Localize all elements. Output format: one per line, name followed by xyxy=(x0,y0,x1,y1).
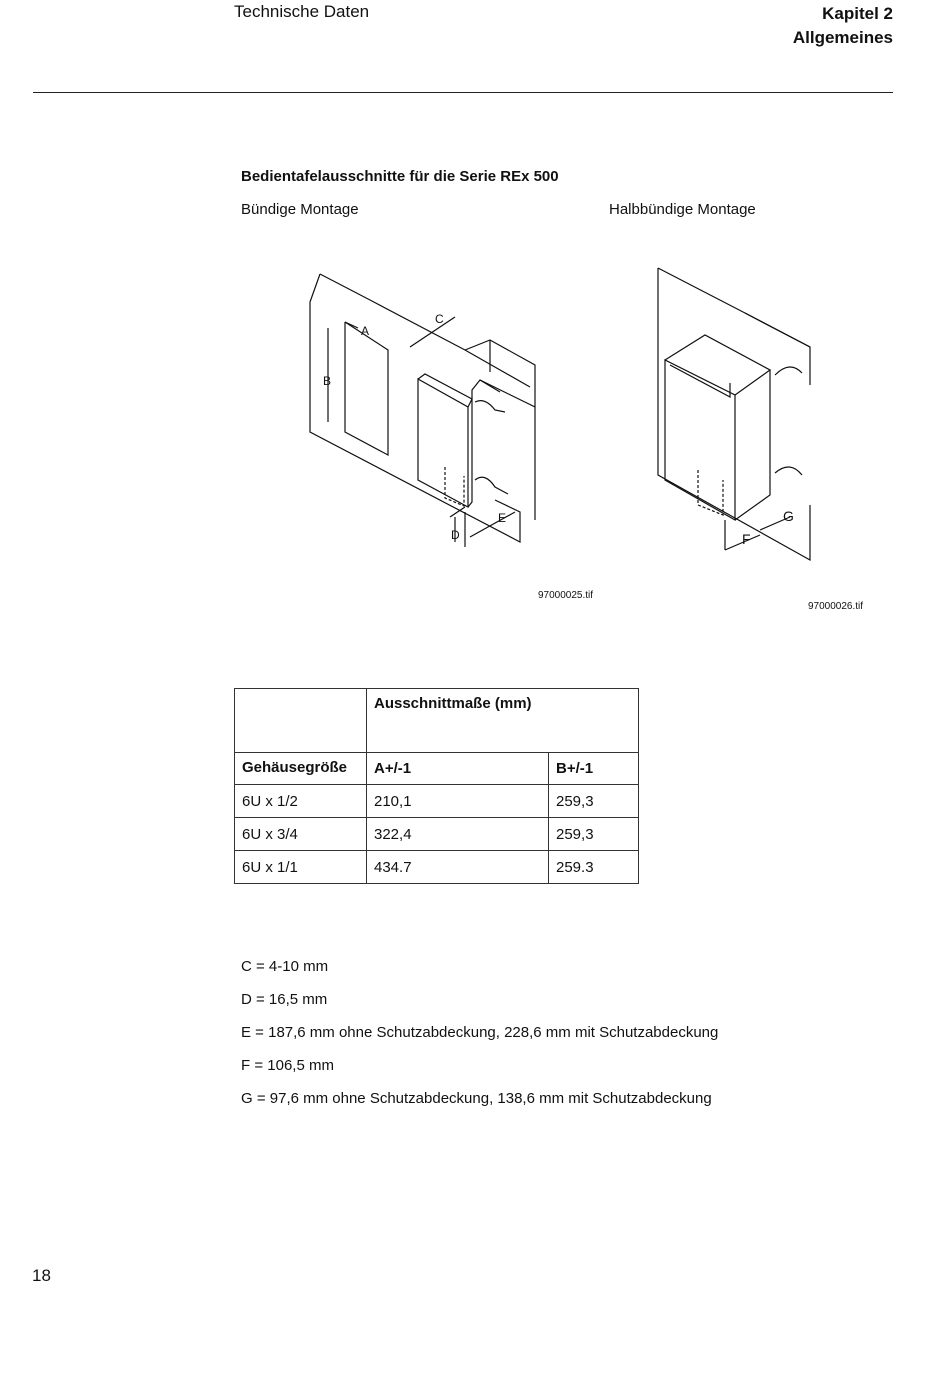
label-e: E xyxy=(498,511,507,525)
table-row-header: Gehäusegröße xyxy=(235,753,367,785)
label-b: B xyxy=(323,374,332,388)
cell-size: 6U x 1/2 xyxy=(235,785,367,818)
left-figure-filename: 97000025.tif xyxy=(538,590,594,601)
right-figure-filename: 97000026.tif xyxy=(808,601,864,612)
note-d: D = 16,5 mm xyxy=(241,991,328,1008)
cell-size: 6U x 1/1 xyxy=(235,851,367,884)
cell-a: 210,1 xyxy=(367,785,549,818)
cell-a: 434.7 xyxy=(367,851,549,884)
left-figure-caption: Bündige Montage xyxy=(241,201,359,218)
table-col-b: B+/-1 xyxy=(549,753,639,785)
chapter-number: Kapitel 2 xyxy=(822,4,893,23)
header-section-title: Technische Daten xyxy=(234,2,370,21)
cell-b: 259,3 xyxy=(549,818,639,851)
label-f: F xyxy=(742,531,751,547)
cell-size: 6U x 3/4 xyxy=(235,818,367,851)
right-figure-caption: Halbbündige Montage xyxy=(609,201,756,218)
table-corner-cell xyxy=(235,689,367,753)
label-a: A xyxy=(361,324,370,338)
section-title: Bedientafelausschnitte für die Serie REx 500 xyxy=(241,168,559,185)
note-g: G = 97,6 mm ohne Schutzabdeckung, 138,6 mm mit Schutzabdeckung xyxy=(241,1090,712,1107)
note-e: E = 187,6 mm ohne Schutzabdeckung, 228,6 mm mit Schutzabdeckung xyxy=(241,1024,719,1041)
label-g: G xyxy=(783,508,794,524)
table-row xyxy=(235,785,639,818)
chapter-title: Allgemeines xyxy=(792,28,893,47)
table-row xyxy=(235,818,639,851)
dimension-notes xyxy=(241,957,718,1122)
note-c: C = 4-10 mm xyxy=(241,958,329,975)
page-number: 18 xyxy=(32,1266,51,1285)
cell-b: 259,3 xyxy=(549,785,639,818)
label-c: C xyxy=(435,312,444,326)
header-divider xyxy=(33,92,893,93)
label-d: D xyxy=(451,528,460,542)
cell-b: 259.3 xyxy=(549,851,639,884)
semi-flush-mount-diagram xyxy=(650,265,820,565)
table-row xyxy=(235,851,639,884)
header-chapter xyxy=(793,2,893,50)
table-col-a: A+/-1 xyxy=(367,753,549,785)
cell-a: 322,4 xyxy=(367,818,549,851)
cutout-dimensions-table xyxy=(234,688,639,884)
table-group-header: Ausschnittmaße (mm) xyxy=(367,689,639,753)
note-f: F = 106,5 mm xyxy=(241,1057,334,1074)
